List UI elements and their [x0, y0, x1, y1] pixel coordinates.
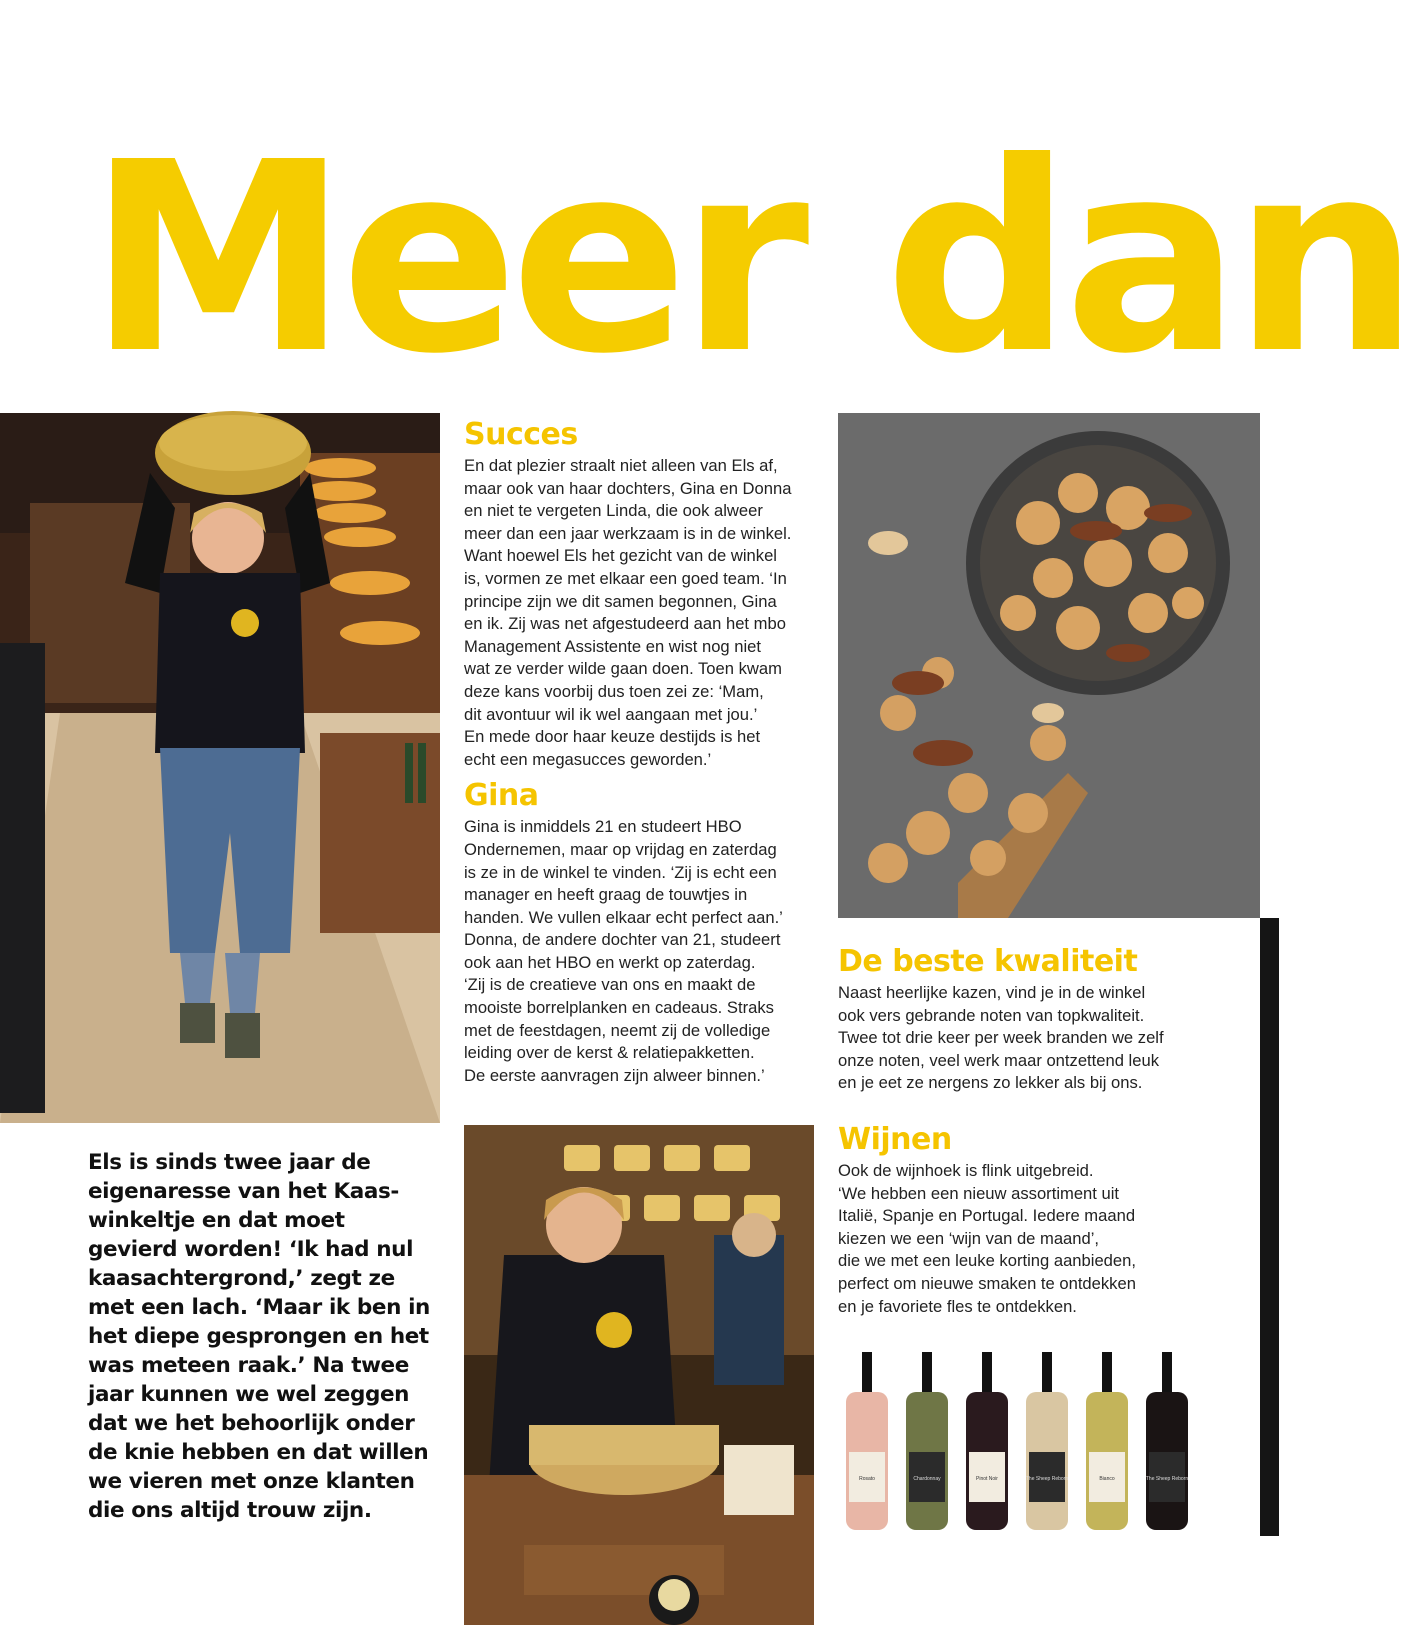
photo-wine-bottles — [838, 1352, 1203, 1532]
section-body-succes: En dat plezier straalt niet alleen van Els af, maar ook van haar dochters, Gina en Donna en niet te vergeten Linda, die ook alweer meer dan een jaar werkzaam is in de winkel. Want hoewel Els het gezicht van de winkel is, vormen ze met elkaar een goed team. ‘In principe zijn we dit samen begonnen, Gina en ik. Zij was net afgestudeerd aan het mbo Management Assistente en wist nog niet wat ze verder wilde gaan doen. Toen kwam deze kans voorbij dus toen zei ze: ‘Mam, dit avontuur wil ik wel aangaan met jou.’ En mede door haar keuze destijds is het echt een megasucces geworden.’ — [464, 456, 792, 769]
section-body-gina: Gina is inmiddels 21 en studeert HBO Ondernemen, maar op vrijdag en zaterdag is ze in de winkel te vinden. ‘Zij is echt een manager en heeft graag de touwtjes in handen. We vullen elkaar echt perfect aan.’ Donna, de andere dochter van 21, studeert ook aan het HBO en werkt op zaterdag. ‘Zij is de creatieve van ons en maakt de mooiste borrelplanken en cadeaus. Straks met de feestdagen, neemt zij de volledige leiding over de kerst & relatiepakketten. De eerste aanvragen zijn alweer binnen.’ — [464, 817, 783, 1085]
photo-roasted-nuts — [838, 413, 1260, 918]
wine-label-text: Bianco — [1099, 1476, 1115, 1482]
section-body-kwaliteit: Naast heerlijke kazen, vind je in de winkel ook vers gebrande noten van topkwaliteit. Twee tot drie keer per week branden we zelf onze noten, veel werk maar ontzettend leuk en je eet ze nergens zo lekker als bij ons. — [838, 983, 1164, 1093]
wine-label-text: Rosato — [859, 1476, 875, 1482]
edge-photo-strip — [1260, 918, 1279, 1536]
page-headline: Meer dan — [88, 106, 1411, 411]
photo-owner-with-cheese — [0, 413, 440, 1123]
wine-label-text: Pinot Noir — [976, 1476, 998, 1482]
column-right — [838, 945, 1243, 1318]
wine-label-text: The Sheep Reborn — [1145, 1476, 1189, 1482]
section-body-wijnen: Ook de wijnhoek is flink uitgebreid. ‘We hebben een nieuw assortiment uit Italië, Spanje en Portugal. Iedere maand kiezen we een ‘wijn van de maand’, die we met een leuke korting aanbieden, perfect om nieuwe smaken te ontdekken en je favoriete fles te ontdekken. — [838, 1160, 1136, 1316]
photo-cutting-cheese — [464, 1125, 814, 1625]
section-title-gina: Gina — [464, 778, 539, 814]
wine-label-text: Chardonnay — [913, 1476, 941, 1482]
intro-paragraph: Els is sinds twee jaar de eigenaresse van het Kaas- winkeltje en dat moet gevierd worden! ‘Ik had nul kaasachtergrond,’ zegt ze met een lach. ‘Maar ik ben in het diepe gesprongen en het was meteen raak.’ Na twee jaar kunnen we wel zeggen dat we het behoorlijk onder de knie hebben en dat willen we vieren met onze klanten die ons altijd trouw zijn. — [88, 1150, 430, 1523]
wine-label-text: The Sheep Reborn — [1025, 1476, 1069, 1482]
section-title-wijnen: Wijnen — [838, 1121, 952, 1157]
section-title-kwaliteit: De beste kwaliteit — [838, 944, 1138, 979]
section-title-succes: Succes — [464, 417, 578, 452]
column-middle — [464, 418, 819, 1087]
